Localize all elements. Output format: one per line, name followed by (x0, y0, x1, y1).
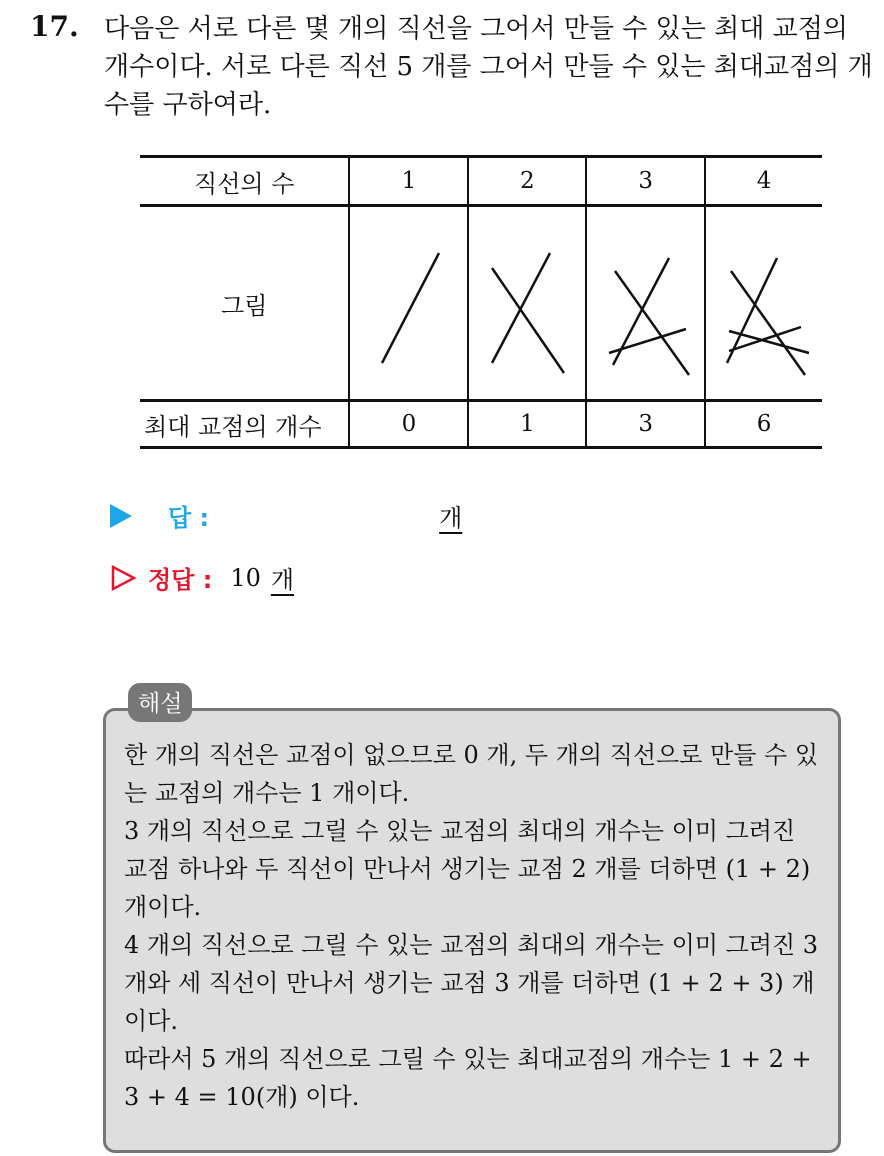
explanation-paragraph-4: 따라서 5 개의 직선으로 그릴 수 있는 최대교점의 개수는 1 + 2 + 3 + 4 = 10(개) 이다. (124, 1045, 812, 1111)
correct-value: 10 (230, 563, 261, 592)
cell-max-2: 1 (468, 401, 586, 448)
cell-max-3: 3 (586, 401, 705, 448)
outline-play-icon (110, 565, 136, 591)
correct-unit: 개 (270, 566, 295, 594)
question-number: 17. (30, 10, 79, 43)
cell-max-1: 0 (349, 401, 468, 448)
explanation-tag: 해설 (128, 683, 192, 722)
figure-1-line (349, 206, 468, 401)
correct-label: 정답 : (148, 566, 213, 594)
line-intersection-table (140, 155, 822, 449)
explanation-paragraph-2: 3 개의 직선으로 그릴 수 있는 교점의 최대의 개수는 이미 그려진 교점 하나와 두 직선이 만나서 생기는 교점 2 개를 더하면 (1 + 2) 개이다. (124, 817, 811, 921)
answer-row (110, 498, 462, 533)
correct-answer-row (110, 560, 294, 595)
answer-unit[interactable]: 개 (439, 504, 463, 532)
table-row-figures (140, 206, 822, 401)
cell-lines-3: 3 (586, 157, 705, 206)
play-icon (110, 504, 132, 528)
explanation-paragraph-3: 4 개의 직선으로 그릴 수 있는 교점의 최대의 개수는 이미 그려진 3 개와 세 직선이 만나서 생기는 교점 3 개를 더하면 (1 + 2 + 3) 개이다. (124, 931, 819, 1035)
figure-3-lines (586, 206, 705, 401)
cell-lines-4: 4 (705, 157, 822, 206)
header-line-count: 직선의 수 (140, 157, 349, 206)
cell-lines-2: 2 (468, 157, 586, 206)
header-max-points: 최대 교점의 개수 (140, 401, 349, 448)
cell-lines-1: 1 (349, 157, 468, 206)
explanation-text (124, 736, 824, 1116)
header-figure: 그림 (221, 291, 268, 320)
figure-2-lines (468, 206, 586, 401)
table-row-max-points (140, 401, 822, 448)
question-text: 다음은 서로 다른 몇 개의 직선을 그어서 만들 수 있는 최대 교점의 개수이다. 서로 다른 직선 5 개를 그어서 만들 수 있는 최대교점의 개수를 구하여라. (104, 14, 873, 120)
figure-4-lines (705, 206, 822, 401)
answer-label: 답 : (168, 504, 210, 532)
explanation-paragraph-1: 한 개의 직선은 교점이 없으므로 0 개, 두 개의 직선으로 만들 수 있는 교점의 개수는 1 개이다. (124, 741, 819, 807)
table-row-lines (140, 157, 822, 206)
cell-max-4: 6 (705, 401, 822, 448)
